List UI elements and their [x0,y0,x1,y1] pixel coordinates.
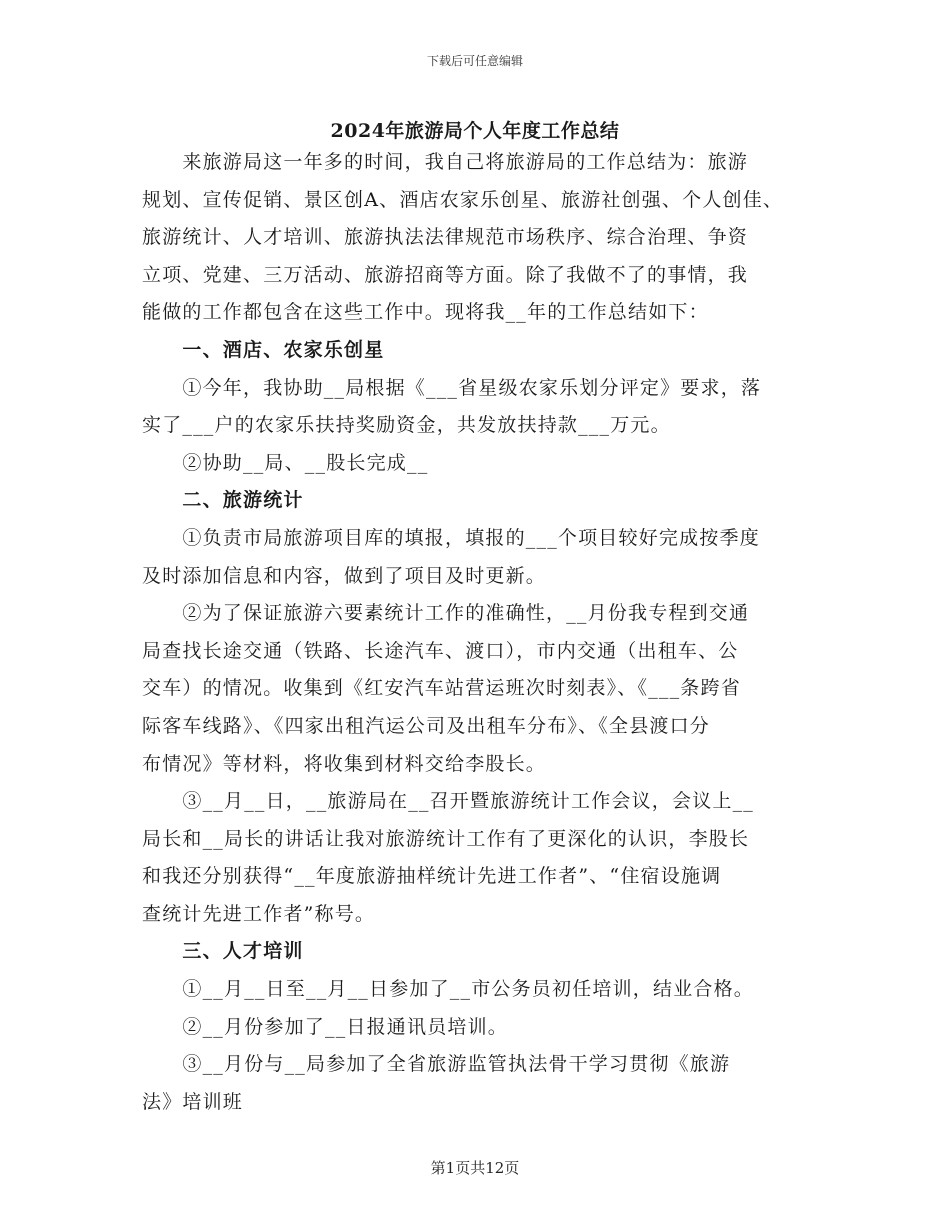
document-title: 2024年旅游局个人年度工作总结 [330,120,620,142]
body-line: ②协助__局、__股长完成__ [142,451,429,474]
body-line: ①负责市局旅游项目库的填报，填报的___个项目较好完成按季度 [142,526,760,549]
body-line: 布情况》等材料，将收集到材料交给李股长。 [142,752,547,775]
body-line: 际客车线路》、《四家出租汽运公司及出租车分布》、《全县渡口分 [142,714,711,737]
page-header-note: 下载后可任意编辑 [426,54,523,68]
body-line: 旅游统计、人才培训、旅游执法法律规范市场秩序、综合治理、争资 [142,226,749,249]
section-heading: 三、人才培训 [142,940,304,963]
body-line: 和我还分别获得“__年度旅游抽样统计先进工作者”、“住宿设施调 [142,865,722,888]
body-line: 立项、党建、三万活动、旅游招商等方面。除了我做不了的事情，我 [142,263,749,286]
body-line: 实了___户的农家乐扶持奖励资金，共发放扶持款___万元。 [142,414,671,437]
section-heading: 二、旅游统计 [142,489,304,512]
body-line: ①今年，我协助__局根据《___省星级农家乐划分评定》要求，落 [142,376,762,399]
body-line: ③__月份与__局参加了全省旅游监管执法骨干学习贯彻《旅游 [142,1053,731,1076]
body-line: 局长和__局长的讲话让我对旅游统计工作有了更深化的认识，李股长 [142,827,750,850]
body-line: ②__月份参加了__日报通讯员培训。 [142,1015,509,1038]
body-line: ①__月__日至__月__日参加了__市公务员初任培训，结业合格。 [142,978,755,1001]
body-line: 法》培训班 [142,1090,244,1113]
body-line: 交车）的情况。收集到《红安汽车站营运班次时刻表》、《___条跨省 [142,677,741,700]
body-line: ③__月__日，__旅游局在__召开暨旅游统计工作会议，会议上__ [142,790,755,813]
body-line: ②为了保证旅游六要素统计工作的准确性，__月份我专程到交通 [142,602,750,625]
document-body [142,144,832,1121]
body-line: 查统计先进工作者”称号。 [142,902,376,925]
section-heading: 一、酒店、农家乐创星 [142,338,385,361]
body-line: 来旅游局这一年多的时间，我自己将旅游局的工作总结为：旅游 [142,151,749,173]
body-line: 规划、宣传促销、景区创A、酒店农家乐创星、旅游社创强、个人创佳、 [142,188,784,211]
body-line: 能做的工作都包含在这些工作中。现将我__年的工作总结如下： [142,301,709,324]
body-line: 及时添加信息和内容，做到了项目及时更新。 [142,564,547,587]
body-line: 局查找长途交通（铁路、长途汽车、渡口），市内交通（出租车、公 [142,639,739,662]
page-number: 第1页共12页 [430,1159,520,1177]
